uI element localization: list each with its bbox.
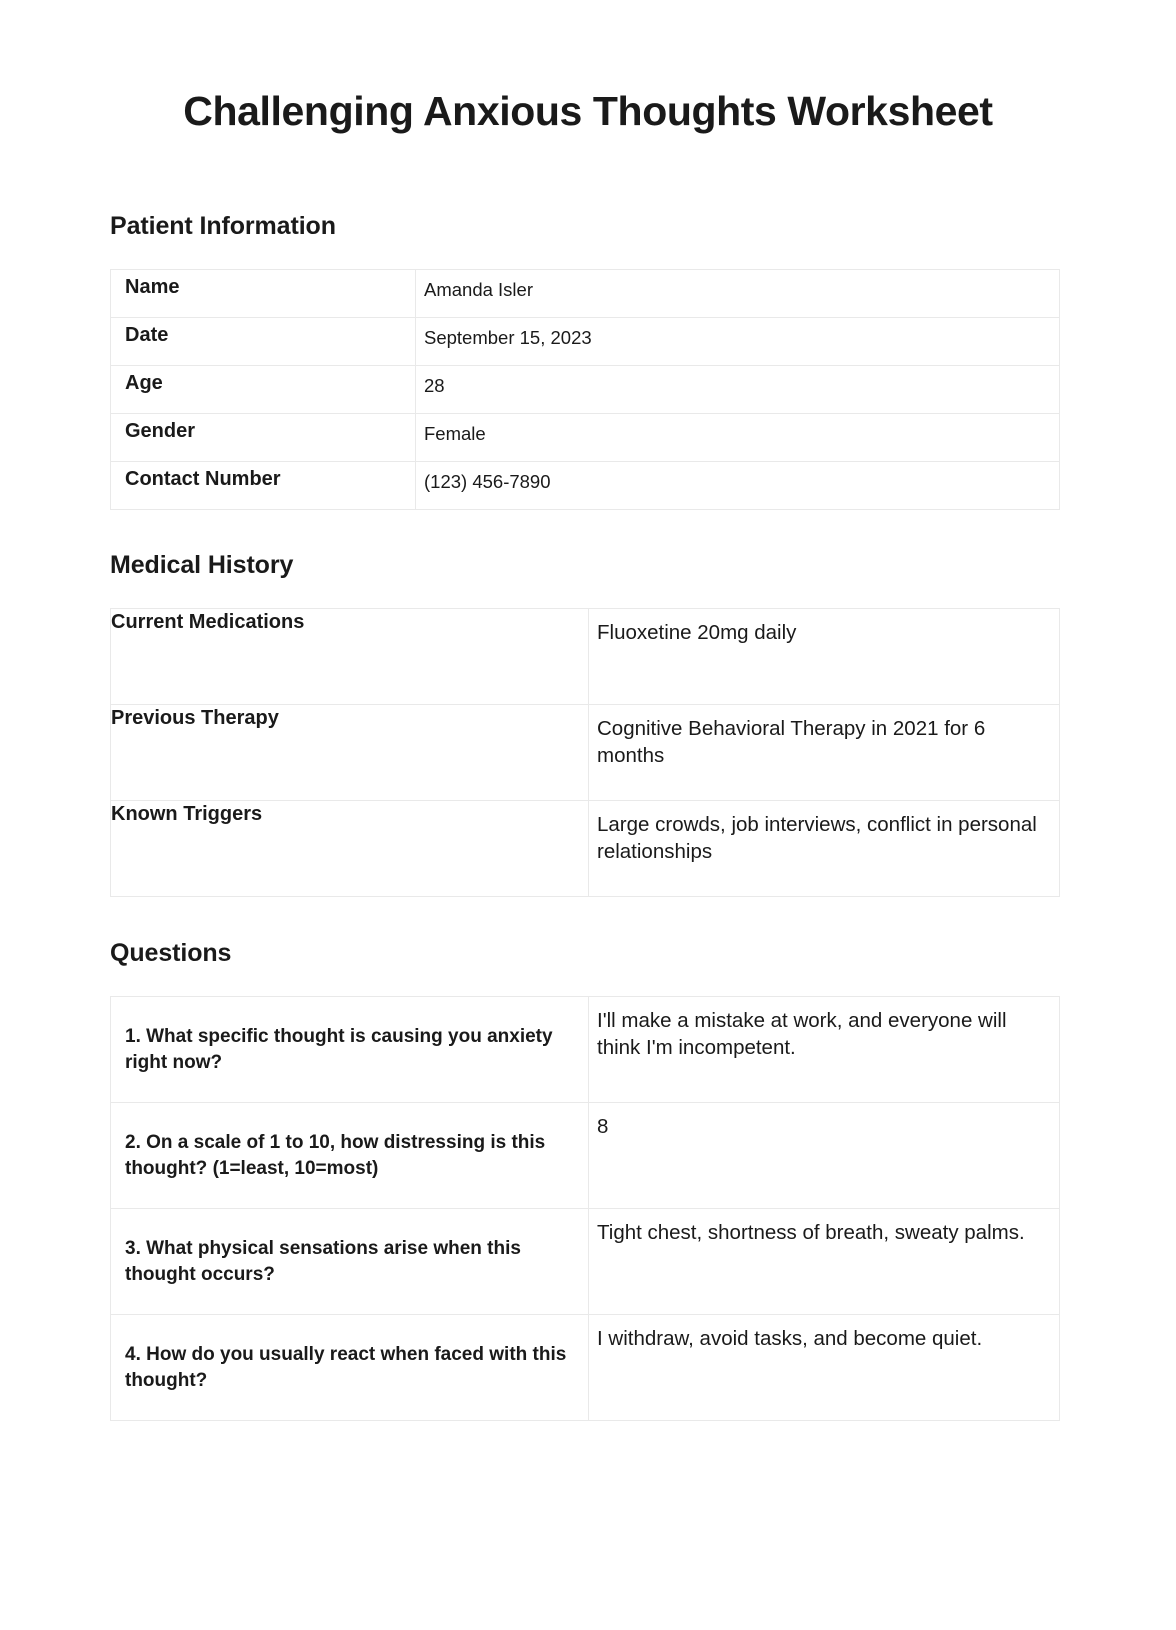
row-label: Known Triggers	[111, 801, 589, 897]
table-row	[111, 801, 1060, 897]
questions-table	[110, 996, 1060, 1421]
question-label: 4. How do you usually react when faced with this thought?	[111, 1315, 589, 1421]
row-value[interactable]: Cognitive Behavioral Therapy in 2021 for 6 months	[589, 705, 1060, 801]
question-label: 3. What physical sensations arise when this thought occurs?	[111, 1209, 589, 1315]
row-label: Name	[111, 270, 416, 318]
table-row	[111, 1315, 1060, 1421]
question-label: 2. On a scale of 1 to 10, how distressing is this thought? (1=least, 10=most)	[111, 1103, 589, 1209]
question-answer[interactable]: I withdraw, avoid tasks, and become quiet.	[589, 1315, 1060, 1421]
table-row	[111, 1103, 1060, 1209]
row-label: Current Medications	[111, 609, 589, 705]
question-answer[interactable]: 8	[589, 1103, 1060, 1209]
table-row	[111, 1209, 1060, 1315]
row-value[interactable]: Large crowds, job interviews, conflict in personal relationships	[589, 801, 1060, 897]
question-answer[interactable]: Tight chest, shortness of breath, sweaty palms.	[589, 1209, 1060, 1315]
section-heading-medical-history: Medical History	[110, 551, 294, 580]
medical-history-table	[110, 608, 1060, 897]
table-row	[111, 318, 1060, 366]
patient-information-table	[110, 269, 1060, 510]
row-label: Previous Therapy	[111, 705, 589, 801]
row-label: Contact Number	[111, 462, 416, 510]
page-title: Challenging Anxious Thoughts Worksheet	[183, 88, 993, 134]
row-value[interactable]: 28	[416, 366, 1060, 414]
row-value[interactable]: September 15, 2023	[416, 318, 1060, 366]
table-row	[111, 705, 1060, 801]
table-row	[111, 462, 1060, 510]
row-value[interactable]: Amanda Isler	[416, 270, 1060, 318]
row-label: Age	[111, 366, 416, 414]
question-label: 1. What specific thought is causing you anxiety right now?	[111, 997, 589, 1103]
section-heading-patient-information: Patient Information	[110, 212, 336, 241]
row-value[interactable]: Female	[416, 414, 1060, 462]
section-heading-questions: Questions	[110, 939, 232, 968]
table-row	[111, 609, 1060, 705]
row-label: Gender	[111, 414, 416, 462]
question-answer[interactable]: I'll make a mistake at work, and everyone will think I'm incompetent.	[589, 997, 1060, 1103]
row-label: Date	[111, 318, 416, 366]
table-row	[111, 366, 1060, 414]
table-row	[111, 414, 1060, 462]
table-row	[111, 997, 1060, 1103]
table-row	[111, 270, 1060, 318]
row-value[interactable]: Fluoxetine 20mg daily	[589, 609, 1060, 705]
row-value[interactable]: (123) 456-7890	[416, 462, 1060, 510]
